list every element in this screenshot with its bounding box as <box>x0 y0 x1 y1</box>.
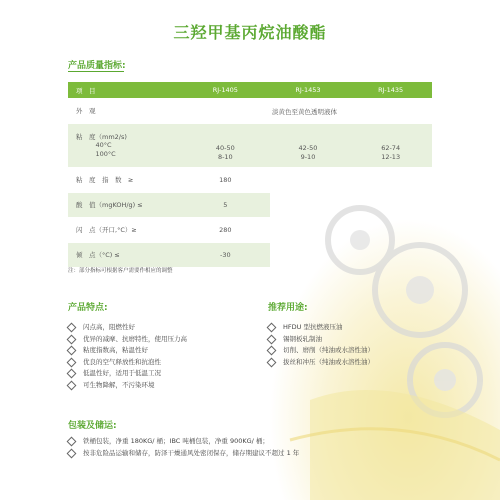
packaging-title-label: 包装及储运: <box>68 421 117 431</box>
diamond-icon <box>267 346 277 356</box>
table-header-rj1453: RJ-1453 <box>267 82 350 99</box>
feature-text: 优良的空气释放性和抗泡性 <box>83 357 161 366</box>
diamond-icon <box>67 437 77 447</box>
cell-value: 42-50 9-10 <box>267 124 350 168</box>
row-label: 酸 值（mgKOH/g) ≤ <box>68 193 184 218</box>
diamond-icon <box>67 369 77 379</box>
feature-text: 闪点高，阻燃性好 <box>83 323 135 331</box>
feature-text: 低温性好，适用于低温工况 <box>83 369 161 377</box>
list-item <box>68 334 187 346</box>
feature-text: 粘度指数高，粘温性好 <box>83 346 148 354</box>
features-list <box>68 322 187 391</box>
table-row <box>68 124 432 168</box>
cell-value: -30 <box>184 243 267 268</box>
row-label: 粘 度（mm2/s) 40°C 100°C <box>68 124 184 168</box>
features-title-label: 产品特点: <box>68 303 108 313</box>
packaging-text: 铁桶包装，净重 180KG/ 桶；IBC 吨桶包装，净重 900KG/ 桶； <box>83 437 269 445</box>
diamond-icon <box>267 357 277 367</box>
feature-text: 优异的减摩、抗磨特性，使用压力高 <box>83 334 187 343</box>
quality-section-title <box>68 58 126 71</box>
list-item <box>268 345 374 357</box>
list-item <box>268 322 374 334</box>
list-item <box>68 357 187 369</box>
cell-value: 180 <box>184 168 267 193</box>
usage-section-title <box>268 300 308 313</box>
feature-text: 可生物降解，不污染环境 <box>83 380 155 389</box>
usage-list <box>268 322 374 368</box>
diamond-icon <box>267 334 277 344</box>
packaging-text: 按非危险品运输和储存，防泽干燥通风处密闭保存，储存期建议不超过 1 年 <box>83 448 300 457</box>
row-label: 外 观 <box>68 99 184 124</box>
row-label: 倾 点（°C) ≤ <box>68 243 184 268</box>
table-row <box>68 99 432 124</box>
appearance-value: 淡黄色至黄色透明液体 <box>184 99 432 124</box>
diamond-icon <box>67 334 77 344</box>
cell-value: 40-50 8-10 <box>184 124 267 168</box>
table-note: 注：部分指标可根据客户需要作相应的调整 <box>68 268 173 274</box>
usage-text: 切削、磨削（纯油或水溶性油） <box>283 346 374 354</box>
diamond-icon <box>67 346 77 356</box>
diamond-icon <box>67 448 77 458</box>
diamond-icon <box>67 323 77 333</box>
table-header-item: 项 目 <box>68 82 184 99</box>
row-label: 粘 度 指 数 ≥ <box>68 168 184 193</box>
cell-value: 5 <box>184 193 267 218</box>
features-section-title <box>68 300 108 313</box>
list-item <box>68 345 187 357</box>
page-title: 三羟甲基丙烷油酸酯 <box>173 23 327 42</box>
list-item <box>68 380 187 392</box>
cell-value: 62-74 12-13 <box>349 124 432 168</box>
diamond-icon <box>67 380 77 390</box>
section-underline <box>68 71 124 72</box>
list-item <box>68 322 187 334</box>
list-item <box>68 368 187 380</box>
list-item <box>68 436 299 448</box>
diamond-icon <box>267 323 277 333</box>
table-header-row <box>68 82 432 99</box>
usage-title-label: 推荐用途: <box>268 303 308 313</box>
list-item <box>268 334 374 346</box>
quality-section-label: 产品质量指标: <box>68 61 126 71</box>
table-header-rj1405: RJ-1405 <box>184 82 267 99</box>
packaging-section-title <box>68 418 117 431</box>
packaging-list <box>68 436 299 459</box>
usage-text: 拔丝和冲压（纯油或水溶性油） <box>283 357 374 366</box>
cell-value: 280 <box>184 218 267 243</box>
list-item <box>68 448 299 460</box>
list-item <box>268 357 374 369</box>
usage-text: 锡钢板轧制油 <box>283 334 322 343</box>
table-header-rj1435: RJ-1435 <box>349 82 432 99</box>
row-label: 闪 点（开口,°C）≥ <box>68 218 184 243</box>
usage-text: HFDU 型抗燃液压油 <box>283 323 343 331</box>
diamond-icon <box>67 357 77 367</box>
